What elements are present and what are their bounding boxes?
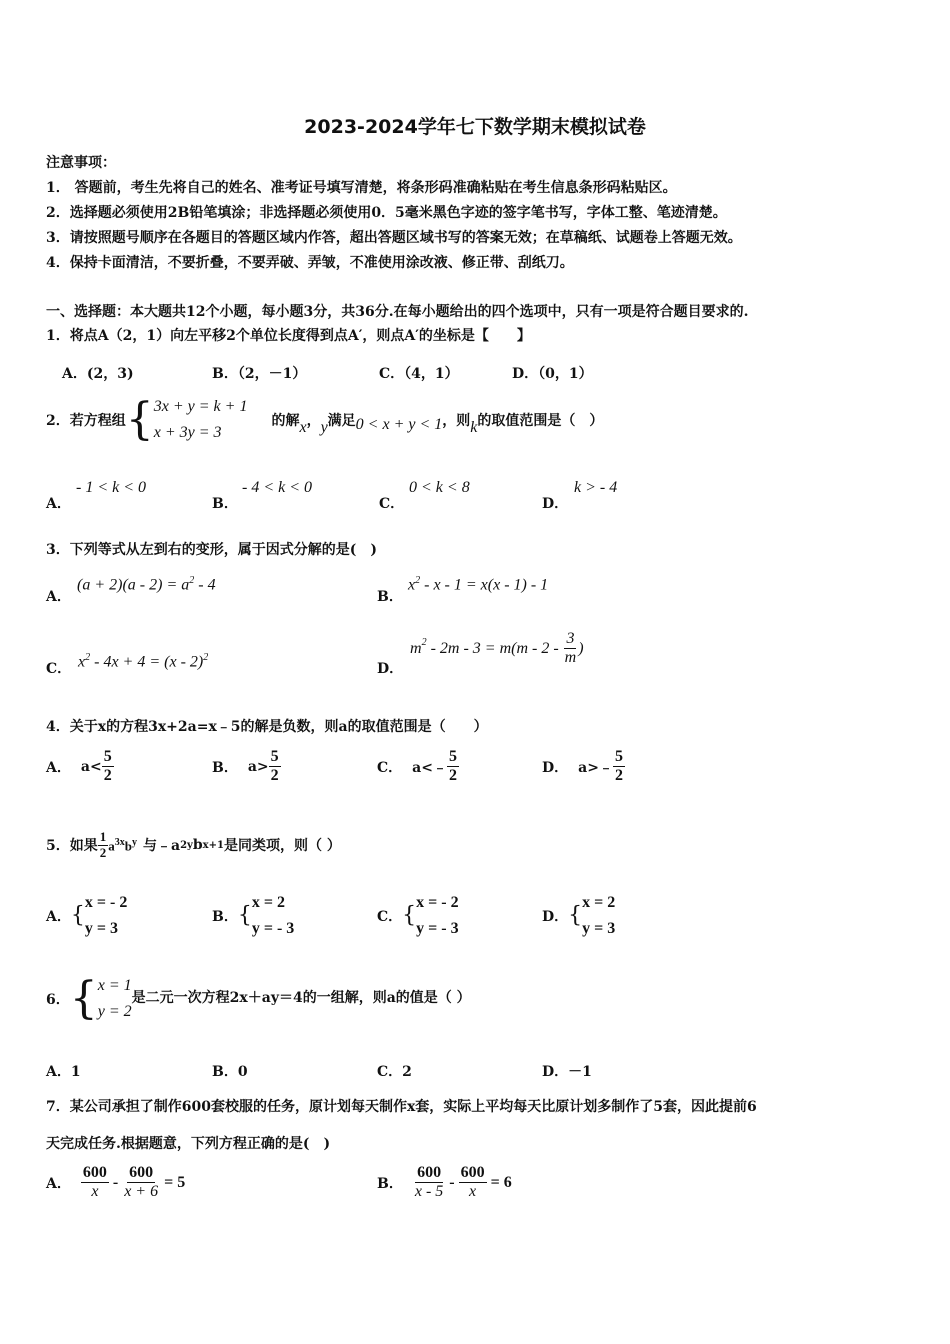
q7-b-frac1 <box>413 1164 445 1202</box>
q5-a-sup: 3x <box>114 836 125 848</box>
q7-b-n1: 600 <box>415 1164 443 1183</box>
q7-a-frac1 <box>81 1164 109 1202</box>
q7-b-rhs: = 6 <box>486 1173 512 1191</box>
question-6 <box>46 973 471 1024</box>
q5-c-label: C． <box>377 908 403 925</box>
q5-a-eq1: x = - 2 <box>84 894 128 911</box>
q6-option-d: D．－1 <box>542 1064 592 1080</box>
q5-num: 1 <box>99 829 107 844</box>
q1-option-c: C．（4，1） <box>379 366 459 382</box>
q5-c-eq2: y = - 3 <box>416 919 459 937</box>
q4-c-num: 5 <box>447 748 459 767</box>
q5-d-eq1: x = 2 <box>582 894 616 911</box>
q2-option-a-label: A． <box>46 496 71 512</box>
q3-option-c-label: C． <box>46 661 72 677</box>
q2-condition: 0 < x + y < 1 <box>355 415 443 433</box>
q3-b-x: x <box>408 576 416 594</box>
q4-a-den: 2 <box>103 767 112 785</box>
q4-d-label: D． <box>542 759 569 776</box>
question-1: 1．将点A（2，1）向左平移2个单位长度得到点A′，则点A′的坐标是【 】 <box>46 328 531 344</box>
q5-option-d <box>542 890 615 941</box>
q5-option-a <box>46 890 127 941</box>
q5-den: 2 <box>99 844 107 860</box>
q4-a-op: a< <box>80 758 102 775</box>
q4-b-fraction <box>269 748 281 786</box>
q4-a-fraction <box>102 748 114 786</box>
q7-b-d2: x <box>469 1183 477 1201</box>
q3-c-x: x <box>78 653 86 671</box>
q2-option-c: 0 < k < 8 <box>409 479 470 496</box>
q6-option-b: B．0 <box>212 1064 248 1080</box>
brace-icon: { <box>69 972 98 1024</box>
q1-option-b: B．（2，－1） <box>212 366 307 382</box>
q5-term <box>108 837 137 854</box>
q2-var-k: k <box>470 418 478 436</box>
q3-a-tail: - 4 <box>194 576 216 594</box>
notice-heading: 注意事项： <box>46 155 116 171</box>
brace-icon: { <box>237 902 252 928</box>
q3-option-b <box>408 575 548 594</box>
q4-c-fraction <box>447 748 459 786</box>
q4-option-c <box>377 748 459 786</box>
q7-a-rhs: = 5 <box>160 1173 186 1191</box>
q5-d-eq2: y = 3 <box>582 919 616 937</box>
q2-text-2: 满足 <box>327 412 356 429</box>
brace-icon: { <box>402 902 417 928</box>
question-7-line-2: 天完成任务.根据题意，下列方程正确的是( ) <box>46 1136 331 1152</box>
q3-option-a <box>77 575 216 594</box>
q4-b-num: 5 <box>269 748 281 767</box>
notice-item: 3．请按照题号顺序在各题目的答题区域内作答，超出答题区域书写的答案无效；在草稿纸、试题卷上答题无效。 <box>46 230 742 246</box>
q3-option-c <box>78 652 208 671</box>
q3-a-lhs: (a + 2)(a - 2) = a <box>77 576 190 594</box>
q2-option-c-label: C． <box>379 496 405 512</box>
q2-eq1: 3x + y = k + 1 <box>153 398 248 415</box>
q4-option-b <box>212 748 281 786</box>
section-heading: 一、选择题：本大题共12个小题，每小题3分，共36分.在每小题给出的四个选项中，只有一项是符合题目要求的. <box>46 304 749 320</box>
q3-option-d <box>410 630 584 668</box>
q7-a-d1: x <box>91 1183 99 1201</box>
q6-tail: 是二元一次方程2x＋ay＝4的一组解，则a的值是（ ） <box>131 989 471 1006</box>
notice-item: 4．保持卡面清洁，不要折叠，不要弄破、弄皱，不准使用涂改液、修正带、刮纸刀。 <box>46 255 574 271</box>
q5-option-b <box>212 890 294 941</box>
q7-a-n2: 600 <box>127 1164 155 1183</box>
q6-option-a: A．1 <box>46 1064 81 1080</box>
q1-option-a: A．(2，3) <box>62 366 134 382</box>
q7-b-op: - <box>445 1173 459 1191</box>
q5-a-system <box>85 890 127 941</box>
q2-sep: ， <box>306 412 321 429</box>
q5-d-system <box>582 890 615 941</box>
q3-d-mid: - 2m - 3 = m(m - 2 - <box>426 639 563 657</box>
q4-d-den: 2 <box>614 767 623 785</box>
q5-pre: 5．如果 <box>46 838 98 855</box>
q2-var-x: x <box>299 418 307 436</box>
q5-b-label: B． <box>212 908 238 925</box>
q2-option-a: - 1 < k < 0 <box>76 479 147 496</box>
q5-a: a <box>108 838 115 854</box>
q3-b-tail: - x - 1 = x(x - 1) - 1 <box>420 576 549 594</box>
q2-text-4: 的取值范围是（ ） <box>477 412 604 429</box>
q4-a-label: A． <box>46 759 71 776</box>
q2-var-y: y <box>320 418 328 436</box>
q6-eq1: x = 1 <box>97 977 132 994</box>
q4-d-op: a>﹣ <box>578 759 613 776</box>
q7-a-label: A． <box>46 1175 71 1192</box>
q5-b-eq2: y = - 3 <box>251 919 295 937</box>
q7-b-frac2 <box>459 1164 487 1202</box>
q4-c-den: 2 <box>448 767 457 785</box>
q2-text-1: 的解 <box>271 412 300 429</box>
q2-option-d: k > - 4 <box>574 479 618 496</box>
brace-icon: { <box>70 902 85 928</box>
page-title: 2023-2024学年七下数学期末模拟试卷 <box>304 116 646 138</box>
q7-a-d2: x + 6 <box>124 1183 159 1201</box>
q4-option-d <box>542 748 625 786</box>
q3-c-mid: - 4x + 4 = (x - 2) <box>90 653 204 671</box>
brace-icon: { <box>125 393 154 445</box>
q5-b-system <box>252 890 294 941</box>
q1-option-d: D．（0，1） <box>512 366 593 382</box>
q5-option-c <box>377 890 459 941</box>
notice-item: 2．选择题必须使用2B铅笔填涂；非选择题必须使用0．5毫米黑色字迹的签字笔书写，字体工整、笔迹清楚。 <box>46 205 727 221</box>
q4-b-den: 2 <box>270 767 279 785</box>
q2-option-b: - 4 < k < 0 <box>242 479 313 496</box>
brace-icon: { <box>568 902 583 928</box>
q7-a-n1: 600 <box>81 1164 109 1183</box>
q2-option-b-label: B． <box>212 496 238 512</box>
question-4: 4．关于x的方程3x+2a=x﹣5的解是负数，则a的取值范围是（ ） <box>46 719 488 735</box>
question-3: 3．下列等式从左到右的变形，属于因式分解的是( ) <box>46 542 377 558</box>
q3-d-close: ) <box>578 639 584 657</box>
q7-b-n2: 600 <box>459 1164 487 1183</box>
q5-fraction <box>98 830 109 861</box>
question-2 <box>46 394 603 445</box>
q2-system <box>154 394 248 445</box>
q2-text-3: ，则 <box>442 412 471 429</box>
q7-a-op: - <box>108 1173 123 1191</box>
q5-mid2: b <box>192 837 203 854</box>
q5-mid: 与﹣a <box>142 838 181 855</box>
q6-system <box>98 973 132 1024</box>
q5-tail: 是同类项，则（ ） <box>223 838 341 855</box>
q3-b-sup: 2 <box>415 575 421 586</box>
q6-option-c: C．2 <box>377 1064 412 1080</box>
q2-number: 2．若方程组 <box>46 412 126 429</box>
q5-b-sup: y <box>131 836 137 848</box>
q7-option-a <box>46 1164 185 1202</box>
q7-option-b <box>377 1164 512 1202</box>
q3-d-sup: 2 <box>421 637 427 649</box>
q3-c-sup2: 2 <box>203 652 209 663</box>
q6-eq2: y = 2 <box>97 1002 132 1020</box>
q3-a-sup: 2 <box>189 575 195 586</box>
q7-a-frac2 <box>122 1164 160 1202</box>
q4-b-op: a> <box>247 758 269 775</box>
q5-d-label: D． <box>542 908 569 925</box>
q5-c-eq1: x = - 2 <box>416 894 459 911</box>
notice-item: 1． 答题前，考生先将自己的姓名、准考证号填写清楚，将条形码准确粘贴在考生信息条形码粘贴区。 <box>46 180 677 196</box>
q2-option-d-label: D． <box>542 496 569 512</box>
q5-b: b <box>124 838 132 854</box>
q4-b-label: B． <box>212 759 238 776</box>
q7-b-d1: x - 5 <box>414 1183 444 1201</box>
q3-c-sup: 2 <box>85 652 91 663</box>
q5-a-eq2: y = 3 <box>84 919 118 937</box>
q5-a-label: A． <box>46 908 71 925</box>
q4-d-num: 5 <box>613 748 625 767</box>
q3-d-num: 3 <box>564 630 576 649</box>
q3-d-den: m <box>564 649 577 667</box>
q7-b-label: B． <box>377 1175 403 1192</box>
q5-c-system <box>416 890 458 941</box>
q3-option-d-label: D． <box>377 661 404 677</box>
q5-b-eq1: x = 2 <box>251 894 285 911</box>
q6-number: 6． <box>46 991 70 1008</box>
q2-eq2: x + 3y = 3 <box>153 423 222 441</box>
q4-c-label: C． <box>377 759 403 776</box>
question-7-line-1: 7．某公司承担了制作600套校服的任务，原计划每天制作x套，实际上平均每天比原计划多制作了5套，因此提前6 <box>46 1099 757 1115</box>
q5-mid-sup2: x+1 <box>202 839 224 851</box>
q3-option-a-label: A． <box>46 589 71 605</box>
q3-d-m: m <box>410 639 422 657</box>
q4-d-fraction <box>613 748 625 786</box>
question-5 <box>46 830 341 861</box>
q5-mid-sup1: 2y <box>180 839 193 851</box>
q3-option-b-label: B． <box>377 589 403 605</box>
q3-d-fraction <box>563 630 579 668</box>
q4-option-a <box>46 748 114 786</box>
q4-a-num: 5 <box>102 748 114 767</box>
q4-c-op: a<﹣ <box>412 759 447 776</box>
